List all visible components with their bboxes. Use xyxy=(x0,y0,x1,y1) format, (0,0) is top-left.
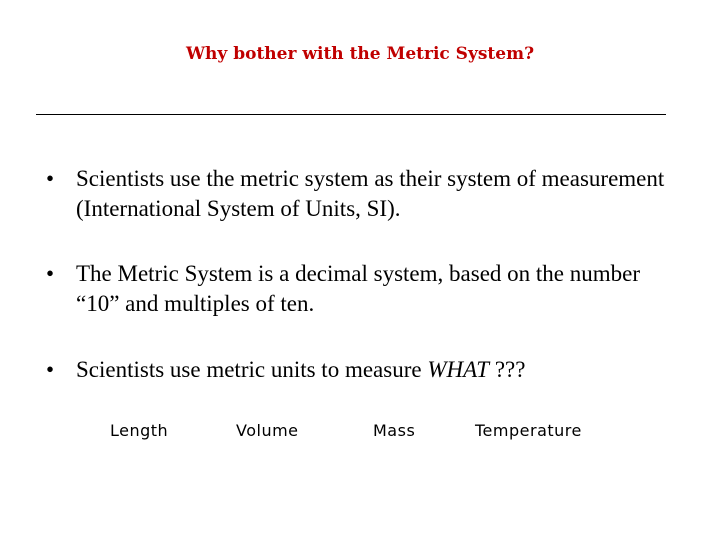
term-length: Length xyxy=(110,421,169,440)
bullet-text: The Metric System is a decimal system, based on the number “10” and multiples of ten. xyxy=(76,261,641,316)
bullet-dot: • xyxy=(46,166,55,191)
slide-title: Why bother with the Metric System? xyxy=(185,44,535,64)
bullet-text: Scientists use the metric system as their system of measurement (International System of Units, SI). xyxy=(76,166,665,221)
term-temperature: Temperature xyxy=(475,421,582,440)
term-volume: Volume xyxy=(236,421,299,440)
bullet-item-si xyxy=(46,164,666,224)
bullet-text xyxy=(76,355,666,385)
bullet-text-tail: ??? xyxy=(489,357,526,382)
bullet-text-lead: Scientists use metric units to measure xyxy=(76,357,428,382)
bullet-emphasis: WHAT xyxy=(427,357,490,382)
bullet-item-question xyxy=(46,355,666,385)
bullet-dot: • xyxy=(46,261,55,286)
bullet-item-decimal xyxy=(46,259,666,319)
term-mass: Mass xyxy=(373,421,416,440)
bullet-dot: • xyxy=(46,357,55,382)
title-divider xyxy=(36,114,666,115)
